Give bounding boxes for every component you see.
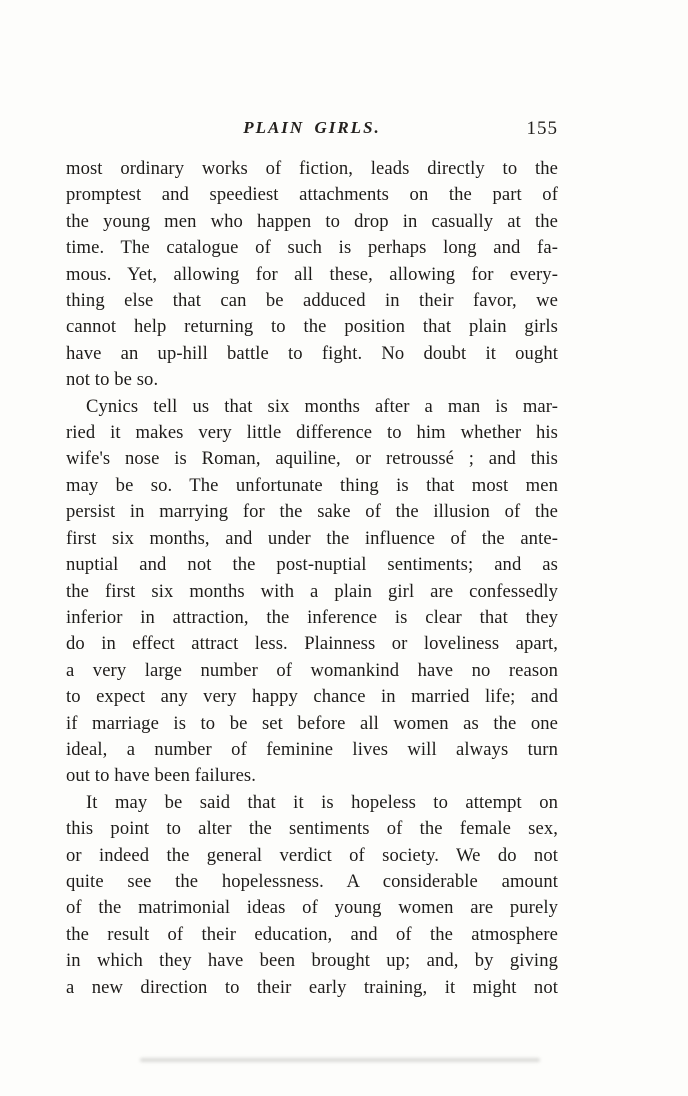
text-line: the young men who happen to drop in casually at the bbox=[66, 210, 558, 232]
text-line: time. The catalogue of such is perhaps long and fa- bbox=[66, 237, 558, 259]
page-number: 155 bbox=[526, 118, 558, 139]
text-line: quite see the hopelessness. A considerable amount bbox=[66, 870, 558, 892]
text-line: the first six months with a plain girl are confessedly bbox=[66, 580, 558, 602]
text-line: persist in marrying for the sake of the illusion of the bbox=[66, 501, 558, 523]
text-line: the result of their education, and of the atmosphere bbox=[66, 923, 558, 945]
paragraph bbox=[66, 156, 558, 394]
text-line: a new direction to their early training, it might not bbox=[66, 976, 558, 998]
text-line: first six months, and under the influence of the ante- bbox=[66, 527, 558, 549]
running-head bbox=[66, 118, 558, 144]
text-line: inferior in attraction, the inference is clear that they bbox=[66, 606, 558, 628]
text-line: if marriage is to be set before all women as the one bbox=[66, 712, 558, 734]
text-line: in which they have been brought up; and, by giving bbox=[66, 950, 558, 972]
text-line: It may be said that it is hopeless to attempt on bbox=[86, 791, 558, 813]
text-line: out to have been failures. bbox=[66, 765, 257, 787]
text-line: this point to alter the sentiments of the female sex, bbox=[66, 818, 558, 840]
text-line: have an up-hill battle to fight. No doubt it ought bbox=[66, 342, 558, 364]
text-line: not to be so. bbox=[66, 369, 159, 391]
text-line: ried it makes very little difference to him whether his bbox=[66, 422, 558, 444]
text-line: nuptial and not the post-nuptial sentiments; and as bbox=[66, 554, 558, 576]
text-line: may be so. The unfortunate thing is that most men bbox=[66, 474, 558, 496]
text-line: of the matrimonial ideas of young women are purely bbox=[66, 897, 558, 919]
text-line: promptest and speediest attachments on the part of bbox=[66, 184, 558, 206]
text-line: do in effect attract less. Plainness or loveliness apart, bbox=[66, 633, 558, 655]
text-line: thing else that can be adduced in their favor, we bbox=[66, 290, 558, 312]
text-line: ideal, a number of feminine lives will always turn bbox=[66, 738, 558, 760]
text-line: to expect any very happy chance in married life; and bbox=[66, 686, 558, 708]
scan-smudge bbox=[140, 1058, 540, 1062]
paragraph bbox=[66, 394, 558, 790]
text-line: most ordinary works of fiction, leads directly to the bbox=[66, 158, 558, 179]
text-line: mous. Yet, allowing for all these, allowing for every- bbox=[66, 263, 558, 285]
text-line: wife's nose is Roman, aquiline, or retroussé ; and this bbox=[66, 448, 558, 470]
text-body bbox=[66, 156, 558, 1001]
text-line: or indeed the general verdict of society. We do not bbox=[66, 844, 558, 866]
text-line: a very large number of womankind have no reason bbox=[66, 659, 558, 681]
text-line: Cynics tell us that six months after a man is mar- bbox=[86, 395, 558, 417]
text-line: cannot help returning to the position that plain girls bbox=[66, 316, 558, 338]
running-title: PLAIN GIRLS. bbox=[243, 118, 381, 137]
paragraph bbox=[66, 790, 558, 1001]
